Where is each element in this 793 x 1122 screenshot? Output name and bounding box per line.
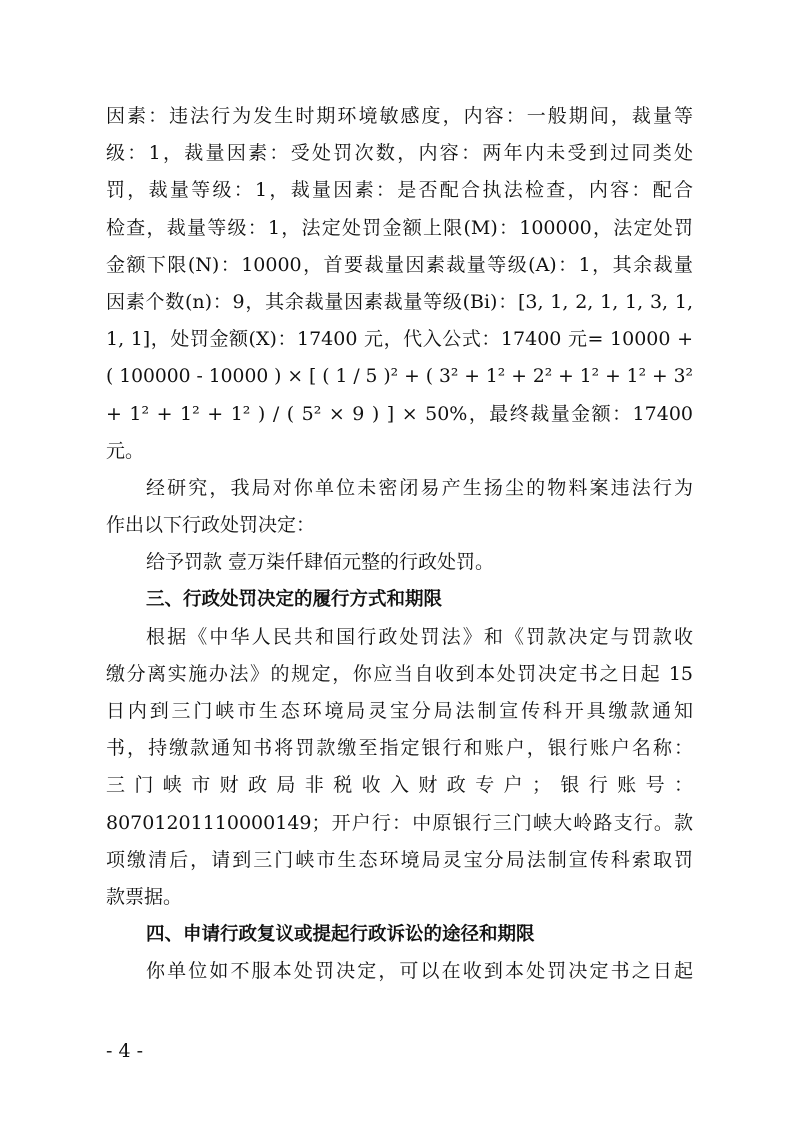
- page-number: - 4 -: [106, 1040, 144, 1062]
- text-line: 款票据。: [106, 885, 183, 908]
- text-line: 元。: [106, 439, 145, 462]
- text-line: 级：1，裁量因素：受处罚次数，内容：两年内未受到过同类处: [106, 142, 693, 165]
- text-line: 检查，裁量等级：1，法定处罚金额上限(M)：100000，法定处罚: [106, 216, 693, 239]
- text-line: + 1² + 1² + 1² ) / ( 5² × 9 ) ] × 50%，最终裁量金额：17400: [106, 402, 693, 425]
- text-line: 金额下限(N)：10000，首要裁量因素裁量等级(A)：1，其余裁量: [106, 253, 693, 276]
- text-line: 因素：违法行为发生时期环境敏感度，内容：一般期间，裁量等: [106, 105, 693, 127]
- text-line: 项缴清后，请到三门峡市生态环境局灵宝分局法制宣传科索取罚: [106, 848, 693, 871]
- paragraph-discretion-factors: [106, 98, 693, 470]
- paragraph-payment-method: [106, 619, 693, 917]
- text-line: 80701201110000149；开户行：中原银行三门峡大岭路支行。款: [106, 811, 693, 834]
- paragraph-appeal: [106, 953, 693, 990]
- text-line: 你单位如不服本处罚决定，可以在收到本处罚决定书之日起: [146, 960, 693, 983]
- text-line: 日内到三门峡市生态环境局灵宝分局法制宣传科开具缴款通知: [106, 700, 693, 722]
- text-line: ( 100000 - 10000 ) × [ ( 1 / 5 )² + ( 3² + 1² + 2² + 1² + 1² + 3²: [106, 366, 693, 388]
- text-line: 缴分离实施办法》的规定，你应当自收到本处罚决定书之日起 15: [106, 662, 693, 685]
- text-line: 作出以下行政处罚决定：: [106, 514, 316, 537]
- text-line: 经研究，我局对你单位未密闭易产生扬尘的物料案违法行为: [146, 476, 693, 499]
- document-body: [106, 98, 693, 991]
- text-line: 1, 1]，处罚金额(X)：17400 元，代入公式：17400 元= 10000 +: [106, 328, 693, 351]
- text-line: 书，持缴款通知书将罚款缴至指定银行和账户，银行账户名称：: [106, 737, 693, 760]
- text-line: 三门峡市财政局非税收入财政专户；银行账号：: [106, 774, 693, 797]
- paragraph-penalty: [106, 544, 693, 581]
- paragraph-decision-intro: [106, 470, 693, 544]
- text-line: 因素个数(n)：9，其余裁量因素裁量等级(Bi)：[3, 1, 2, 1, 1, 3, 1,: [106, 290, 693, 313]
- text-line: 给予罚款 壹万柒仟肆佰元整的行政处罚。: [146, 551, 495, 574]
- section-heading-appeal: 四、申请行政复议或提起行政诉讼的途径和期限: [146, 924, 535, 946]
- text-line: 根据《中华人民共和国行政处罚法》和《罚款决定与罚款收: [146, 625, 693, 648]
- text-line: 罚，裁量等级：1，裁量因素：是否配合执法检查，内容：配合: [106, 179, 693, 202]
- section-heading-payment: 三、行政处罚决定的履行方式和期限: [146, 589, 443, 611]
